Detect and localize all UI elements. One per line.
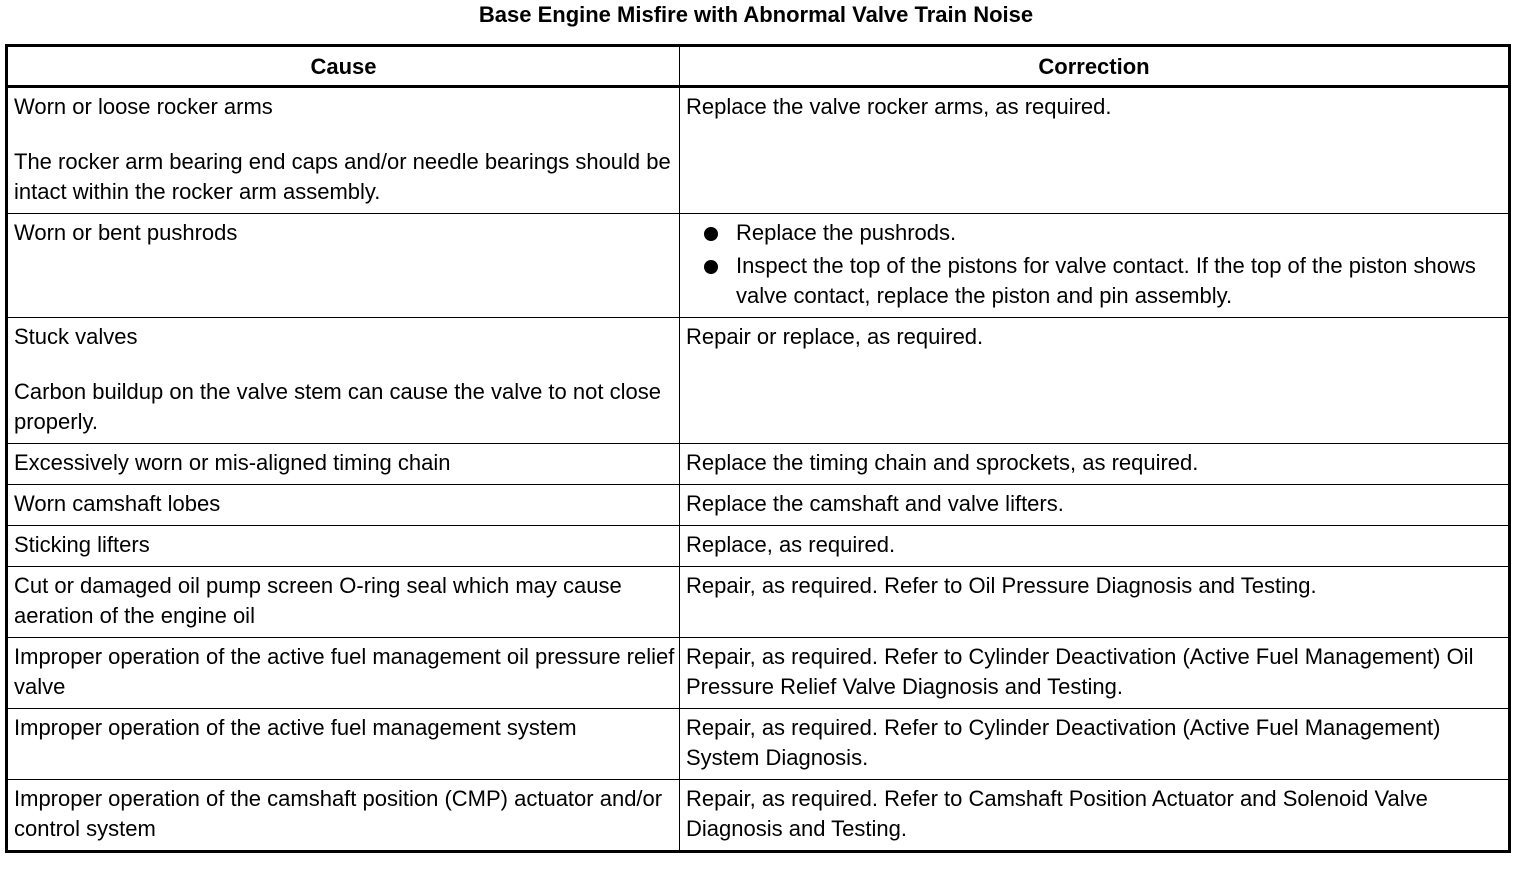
correction-cell <box>680 526 1510 567</box>
table-row <box>7 87 1510 214</box>
cause-text: Worn or loose rocker arms <box>14 94 273 119</box>
list-item <box>686 218 1504 248</box>
correction-text: Replace, as required. <box>686 532 896 557</box>
cause-note: Carbon buildup on the valve stem can cause the valve to not close properly. <box>14 379 661 434</box>
bullet-icon <box>704 227 718 241</box>
cause-text: Worn or bent pushrods <box>14 220 238 245</box>
cause-cell <box>7 567 680 638</box>
list-item <box>686 251 1504 311</box>
correction-text: Replace the valve rocker arms, as required. <box>686 94 1112 119</box>
cause-text: Improper operation of the active fuel management system <box>14 715 577 740</box>
table-row <box>7 709 1510 780</box>
correction-cell <box>680 318 1510 444</box>
table-row <box>7 444 1510 485</box>
cause-cell <box>7 526 680 567</box>
correction-cell <box>680 485 1510 526</box>
table-header-row <box>7 46 1510 87</box>
cause-cell <box>7 485 680 526</box>
cause-text: Stuck valves <box>14 324 138 349</box>
correction-text: Repair, as required. Refer to Oil Pressure Diagnosis and Testing. <box>686 573 1317 598</box>
bullet-icon <box>704 260 718 274</box>
cause-cell <box>7 214 680 318</box>
cause-text: Worn camshaft lobes <box>14 491 221 516</box>
table-row <box>7 526 1510 567</box>
column-header-correction: Correction <box>680 46 1510 87</box>
correction-text: Replace the timing chain and sprockets, as required. <box>686 450 1199 475</box>
cause-cell <box>7 638 680 709</box>
table-row <box>7 638 1510 709</box>
cause-cell <box>7 780 680 852</box>
correction-text: Repair, as required. Refer to Camshaft Position Actuator and Solenoid Valve Diagnosis and Testing. <box>686 786 1428 841</box>
correction-bullet-list <box>686 218 1504 311</box>
correction-cell <box>680 214 1510 318</box>
column-header-cause: Cause <box>7 46 680 87</box>
correction-cell <box>680 567 1510 638</box>
correction-bullet-text: Replace the pushrods. <box>736 220 957 245</box>
diagnosis-table <box>5 44 1511 853</box>
cause-note: The rocker arm bearing end caps and/or needle bearings should be intact within the rocker arm assembly. <box>14 149 671 204</box>
cause-cell <box>7 709 680 780</box>
correction-cell <box>680 709 1510 780</box>
table-row <box>7 214 1510 318</box>
table-row <box>7 318 1510 444</box>
cause-cell <box>7 444 680 485</box>
correction-cell <box>680 638 1510 709</box>
correction-cell <box>680 444 1510 485</box>
table-row <box>7 780 1510 852</box>
correction-bullet-text: Inspect the top of the pistons for valve contact. If the top of the piston shows valve contact, replace the piston and pin assembly. <box>736 253 1476 308</box>
cause-text: Sticking lifters <box>14 532 150 557</box>
cause-text: Excessively worn or mis-aligned timing chain <box>14 450 451 475</box>
table-row <box>7 567 1510 638</box>
correction-text: Repair or replace, as required. <box>686 324 984 349</box>
correction-text: Replace the camshaft and valve lifters. <box>686 491 1064 516</box>
cause-text: Improper operation of the active fuel management oil pressure relief valve <box>14 644 675 699</box>
cause-cell <box>7 87 680 214</box>
correction-text: Repair, as required. Refer to Cylinder Deactivation (Active Fuel Management) Oil Pressure Relief Valve Diagnosis and Testing. <box>686 644 1474 699</box>
cause-text: Cut or damaged oil pump screen O-ring seal which may cause aeration of the engine oil <box>14 573 622 628</box>
correction-cell <box>680 780 1510 852</box>
correction-text: Repair, as required. Refer to Cylinder Deactivation (Active Fuel Management) System Diagnosis. <box>686 715 1441 770</box>
correction-cell <box>680 87 1510 214</box>
page-title: Base Engine Misfire with Abnormal Valve Train Noise <box>478 2 1034 27</box>
table-row <box>7 485 1510 526</box>
cause-text: Improper operation of the camshaft position (CMP) actuator and/or control system <box>14 786 663 841</box>
cause-cell <box>7 318 680 444</box>
